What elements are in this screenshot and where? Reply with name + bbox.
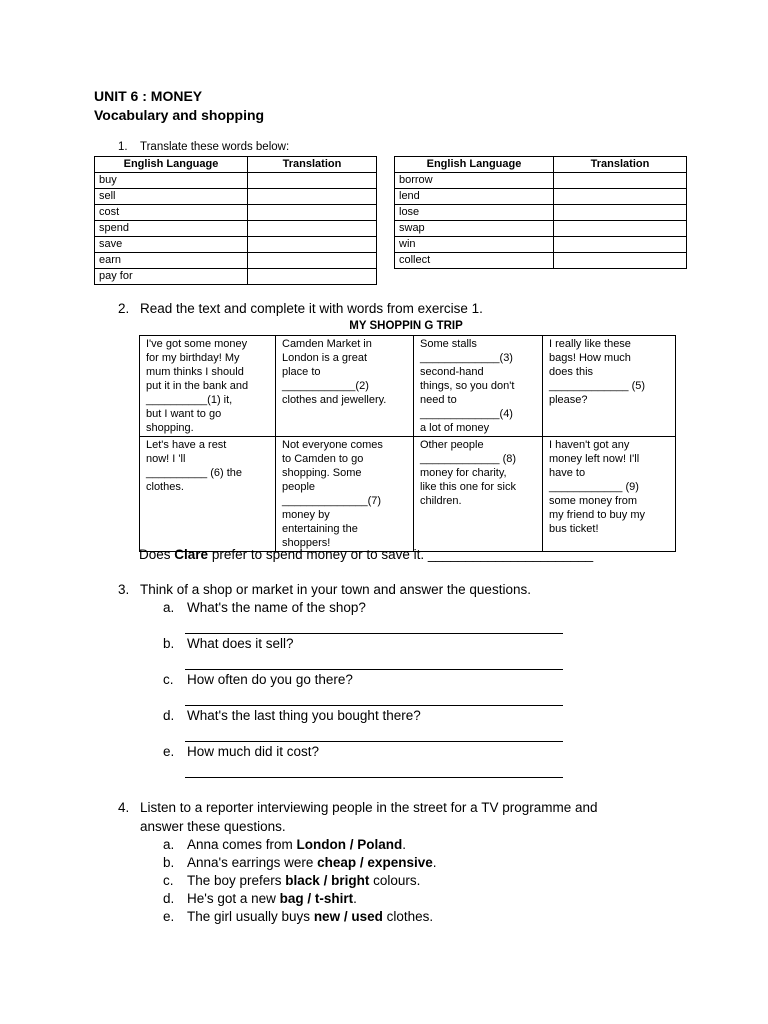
answer-line[interactable] — [185, 705, 563, 706]
vocab-row — [395, 189, 687, 205]
translation-blank[interactable] — [554, 221, 687, 237]
answer-line[interactable] — [185, 633, 563, 634]
item-letter: a. — [163, 600, 175, 615]
ex3-question — [163, 600, 366, 615]
translation-blank[interactable] — [554, 253, 687, 269]
ex2-number: 2. — [118, 301, 130, 316]
vocab-word: borrow — [395, 173, 554, 189]
translation-blank[interactable] — [248, 237, 377, 253]
ex1-instruction — [118, 141, 289, 153]
item-letter: b. — [163, 855, 175, 870]
text-cell: I've got some money for my birthday! My mum thinks I should put it in the bank and __________(1) it, but I want to go shopping. — [140, 336, 276, 437]
vocab-word: lose — [395, 205, 554, 221]
ex4-item — [163, 891, 357, 906]
ex4-item — [163, 873, 420, 888]
ex4-text-line1: Listen to a reporter interviewing people in the street for a TV programme and — [140, 800, 598, 815]
vocab-word: cost — [95, 205, 248, 221]
ex3-instruction — [118, 582, 531, 597]
vocab-row — [395, 237, 687, 253]
question-text: What does it sell? — [187, 636, 294, 651]
vocab-row — [95, 189, 377, 205]
text-cell: Other people _____________ (8) money for charity, like this one for sick children. — [414, 437, 543, 552]
item-letter: e. — [163, 909, 175, 924]
vocab-row — [95, 221, 377, 237]
answer-line[interactable] — [185, 741, 563, 742]
text-cell: Camden Market in London is a great place to ____________(2) clothes and jewellery. — [276, 336, 414, 437]
item-text: Anna's earrings were — [187, 855, 318, 870]
text-cell: I haven't got any money left now! I'll have to ____________ (9) some money from my friend to buy my bus ticket! — [543, 437, 676, 552]
ex1-text: Translate these words below: — [140, 141, 290, 153]
question-text: What's the name of the shop? — [187, 600, 366, 615]
ex3-question — [163, 744, 319, 759]
translation-blank[interactable] — [248, 269, 377, 285]
translation-blank[interactable] — [248, 221, 377, 237]
vocab-row — [395, 221, 687, 237]
translation-blank[interactable] — [554, 189, 687, 205]
item-letter: d. — [163, 708, 175, 723]
unit-title: UNIT 6 : MONEY — [94, 88, 203, 104]
name-clare: Clare — [174, 547, 209, 562]
ex4-instruction — [118, 800, 598, 815]
question-text: How often do you go there? — [187, 672, 353, 687]
item-text: He's got a new — [187, 891, 280, 906]
ex3-question — [163, 672, 353, 687]
ex3-question — [163, 636, 294, 651]
translation-blank[interactable] — [554, 205, 687, 221]
item-text: Anna comes from — [187, 837, 297, 852]
choice-options[interactable]: bag / t-shirt — [279, 891, 354, 906]
vocab-word: save — [95, 237, 248, 253]
text-cell: Let's have a rest now! I 'll __________ (6) the clothes. — [140, 437, 276, 552]
text-title: MY SHOPPIN G TRIP — [349, 320, 463, 332]
choice-options[interactable]: cheap / expensive — [317, 855, 433, 870]
ex2-question: Does Clare prefer to spend money or to save it. ______________________ — [139, 547, 594, 562]
col-header-translation: Translation — [554, 157, 687, 173]
vocab-word: collect — [395, 253, 554, 269]
vocab-row — [95, 269, 377, 285]
ex2-text: Read the text and complete it with words from exercise 1. — [140, 301, 483, 316]
ex2-instruction — [118, 301, 483, 316]
vocab-row — [95, 253, 377, 269]
translation-blank[interactable] — [554, 173, 687, 189]
unit-subtitle: Vocabulary and shopping — [94, 107, 265, 123]
item-text: The boy prefers — [187, 873, 286, 888]
item-text: clothes. — [382, 909, 434, 924]
ex1-number: 1. — [118, 141, 128, 153]
ex3-text: Think of a shop or market in your town and answer the questions. — [140, 582, 531, 597]
item-text: . — [353, 891, 357, 906]
translation-blank[interactable] — [248, 173, 377, 189]
translation-blank[interactable] — [248, 253, 377, 269]
choice-options[interactable]: new / used — [313, 909, 383, 924]
translation-blank[interactable] — [248, 189, 377, 205]
ex4-text-line2: answer these questions. — [140, 819, 286, 834]
vocab-row — [95, 205, 377, 221]
vocab-word: lend — [395, 189, 554, 205]
answer-line[interactable] — [185, 777, 563, 778]
ex3-question — [163, 708, 421, 723]
item-text: colours. — [369, 873, 421, 888]
item-text: . — [432, 855, 437, 870]
translation-blank[interactable] — [248, 205, 377, 221]
translation-blank[interactable] — [554, 237, 687, 253]
vocab-row — [395, 253, 687, 269]
item-text: . — [402, 837, 407, 852]
item-letter: e. — [163, 744, 175, 759]
item-letter: a. — [163, 837, 175, 852]
vocab-table-left — [94, 156, 377, 285]
vocab-word: spend — [95, 221, 248, 237]
vocab-row — [395, 173, 687, 189]
item-letter: c. — [163, 672, 174, 687]
choice-options[interactable]: London / Poland — [296, 837, 403, 852]
item-letter: d. — [163, 891, 175, 906]
text-cell: Not everyone comes to Camden to go shopping. Some people ______________(7) money by entertaining the shoppers! — [276, 437, 414, 552]
vocab-word: sell — [95, 189, 248, 205]
item-letter: c. — [163, 873, 174, 888]
item-letter: b. — [163, 636, 175, 651]
col-header-english: English Language — [395, 157, 554, 173]
text-cell: Some stalls _____________(3) second-hand things, so you don't need to _____________(4) a lot of money — [414, 336, 543, 437]
vocab-row — [95, 237, 377, 253]
vocab-word: pay for — [95, 269, 248, 285]
vocab-row — [395, 205, 687, 221]
choice-options[interactable]: black / bright — [285, 873, 370, 888]
question-text: What's the last thing you bought there? — [187, 708, 421, 723]
vocab-word: swap — [395, 221, 554, 237]
answer-line[interactable] — [185, 669, 563, 670]
text-cell: I really like these bags! How much does this _____________ (5) please? — [543, 336, 676, 437]
ex4-item — [163, 855, 436, 870]
ex4-item — [163, 909, 433, 924]
col-header-translation: Translation — [248, 157, 377, 173]
item-text: The girl usually buys — [187, 909, 314, 924]
vocab-word: buy — [95, 173, 248, 189]
vocab-word: win — [395, 237, 554, 253]
col-header-english: English Language — [95, 157, 248, 173]
vocab-table-right — [394, 156, 687, 269]
reading-text-table — [139, 335, 676, 552]
ex3-number: 3. — [118, 582, 130, 597]
question-text: How much did it cost? — [187, 744, 320, 759]
ex4-item — [163, 837, 406, 852]
ex4-number: 4. — [118, 800, 130, 815]
vocab-word: earn — [95, 253, 248, 269]
vocab-row — [95, 173, 377, 189]
